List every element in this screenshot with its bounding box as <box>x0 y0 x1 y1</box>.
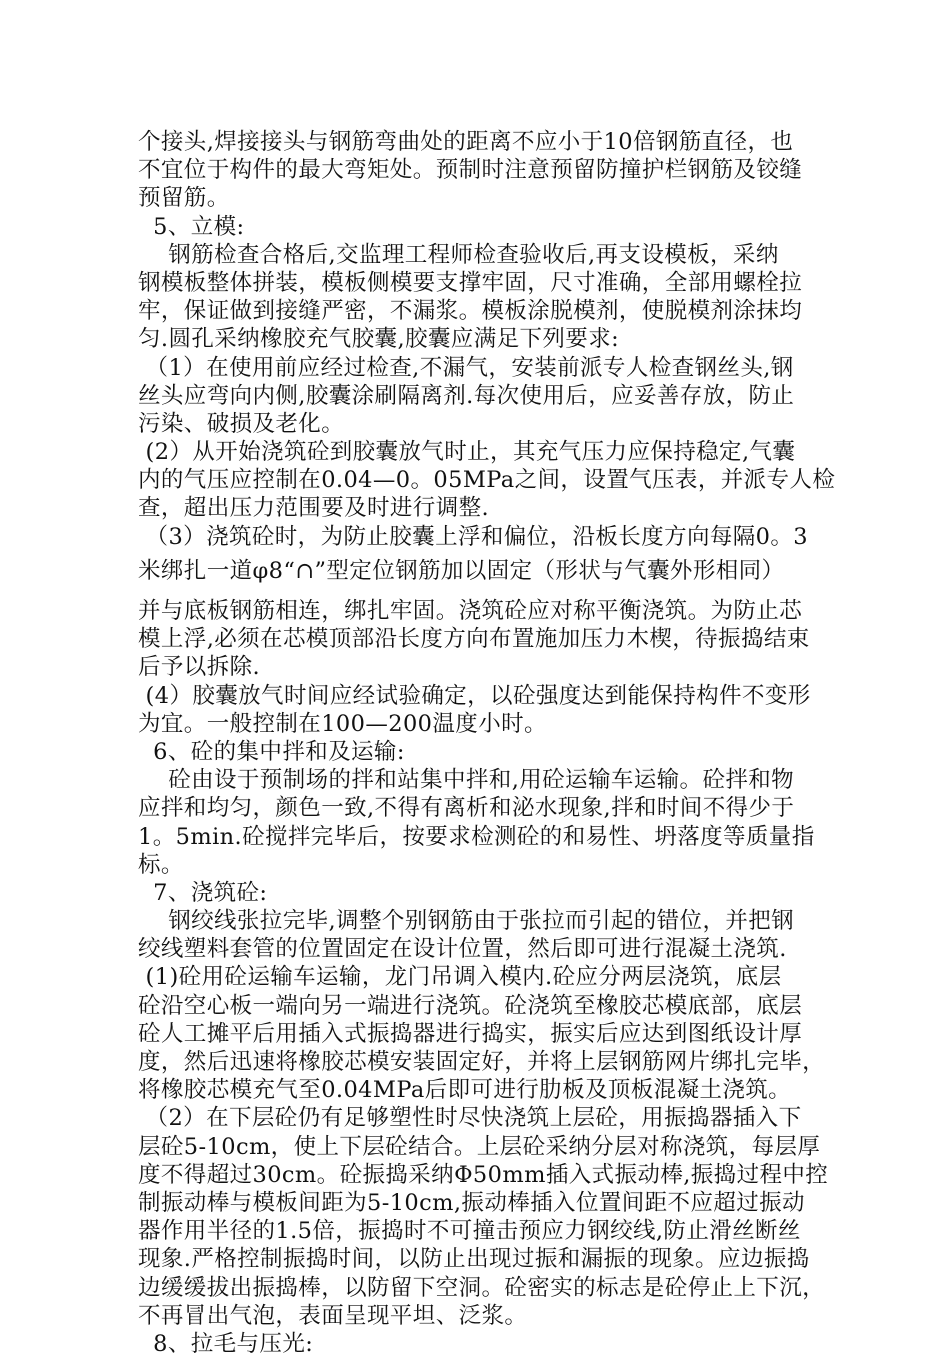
text-line: 应拌和均匀，颜色一致,不得有离析和泌水现象,拌和时间不得少于 <box>138 795 795 822</box>
text-line: 度不得超过30cm。砼振捣采纳Φ50mm插入式振动棒,振捣过程中控 <box>138 1161 829 1188</box>
text-line: 匀.圆孔采纳橡胶充气胶囊,胶囊应满足下列要求: <box>138 326 620 353</box>
text-line: 绞线塑料套管的位置固定在设计位置，然后即可进行混凝土浇筑. <box>138 936 787 963</box>
text-line: 污染、破损及老化。 <box>138 410 345 437</box>
section-heading: 8、拉毛与压光: <box>138 1330 314 1357</box>
body-text <box>138 128 838 1358</box>
text-line: 米绑扎一道φ8“∩”型定位钢筋加以固定（形状与气囊外形相同） <box>138 557 785 584</box>
text-line: 丝头应弯向内侧,胶囊涂刷隔离剂.每次使用后，应妥善存放，防止 <box>138 382 795 409</box>
text-line: 为宜。一般控制在100—200温度小时。 <box>138 710 547 737</box>
section-heading: 7、浇筑砼: <box>138 879 268 906</box>
text-line: 模上浮,必须在芯模顶部沿长度方向布置施加压力木楔，待振捣结束 <box>138 626 810 653</box>
text-line: 砼沿空心板一端向另一端进行浇筑。砼浇筑至橡胶芯模底部，底层 <box>138 992 803 1019</box>
section-heading: 6、砼的集中拌和及运输: <box>138 738 405 765</box>
text-line: 查，超出压力范围要及时进行调整. <box>138 495 490 522</box>
text-line: 不再冒出气泡，表面呈现平坦、泛浆。 <box>138 1302 528 1329</box>
text-line: 砼由设于预制场的拌和站集中拌和,用砼运输车运输。砼拌和物 <box>138 767 795 794</box>
text-line: 钢筋检查合格后,交监理工程师检查验收后,再支设模板，采纳 <box>138 241 779 268</box>
text-line: 不宜位于构件的最大弯矩处。预制时注意预留防撞护栏钢筋及铰缝 <box>138 157 803 184</box>
text-line: 钢模板整体拼装，模板侧模要支撑牢固，尺寸准确，全部用螺栓拉 <box>138 269 803 296</box>
text-line: 预留筋。 <box>138 185 230 212</box>
text-line: 边缓缓拔出振捣棒，以防留下空洞。砼密实的标志是砼停止上下沉， <box>138 1274 826 1301</box>
text-line: （1）在使用前应经过检查,不漏气，安装前派专人检查钢丝头,钢 <box>138 354 794 381</box>
text-line: 现象.严格控制振捣时间，以防止出现过振和漏振的现象。应边振捣 <box>138 1246 810 1273</box>
text-line: 标。 <box>138 851 184 878</box>
text-line: 器作用半径的1.5倍，振捣时不可撞击预应力钢绞线,防止滑丝断丝 <box>138 1218 801 1245</box>
text-line: 后予以拆除. <box>138 654 261 681</box>
text-line: （2）在下层砼仍有足够塑性时尽快浇筑上层砼，用振捣器插入下 <box>138 1105 802 1132</box>
section-heading: 5、立模: <box>138 213 245 240</box>
text-line: 个接头,焊接接头与钢筋弯曲处的距离不应小于10倍钢筋直径，也 <box>138 129 794 155</box>
text-line: 钢绞线张拉完毕,调整个别钢筋由于张拉而引起的错位，并把钢 <box>138 908 795 935</box>
text-line: 1。5min.砼搅拌完毕后，按要求检测砼的和易性、坍落度等质量指 <box>138 823 815 850</box>
text-line: 砼人工摊平后用插入式振捣器进行捣实，振实后应达到图纸设计厚 <box>138 1020 803 1047</box>
text-line: 内的气压应控制在0.04—0。05MPa之间，设置气压表，并派专人检 <box>138 467 836 494</box>
text-line: (2）从开始浇筑砼到胶囊放气时止，其充气压力应保持稳定,气囊 <box>138 439 796 466</box>
text-line: 将橡胶芯模充气至0.04MPa后即可进行肋板及顶板混凝土浇筑。 <box>138 1077 792 1104</box>
text-line: 度，然后迅速将橡胶芯模安装固定好，并将上层钢筋网片绑扎完毕， <box>138 1049 826 1075</box>
text-line: 牢，保证做到接缝严密，不漏浆。模板涂脱模剂，使脱模剂涂抹均 <box>138 298 803 325</box>
text-line: (1)砼用砼运输车运输，龙门吊调入模内.砼应分两层浇筑，底层 <box>138 964 782 991</box>
text-line: 并与底板钢筋相连，绑扎牢固。浇筑砼应对称平衡浇筑。为防止芯 <box>138 598 803 624</box>
text-line: (4）胶囊放气时间应经试验确定，以砼强度达到能保持构件不变形 <box>138 682 811 709</box>
text-line: 层砼5-10cm，使上下层砼结合。上层砼采纳分层对称浇筑，每层厚 <box>138 1133 821 1160</box>
text-line: （3）浇筑砼时，为防止胶囊上浮和偏位，沿板长度方向每隔0。3 <box>138 523 808 550</box>
text-line: 制振动棒与模板间距为5-10cm,振动棒插入位置间距不应超过振动 <box>138 1189 805 1216</box>
